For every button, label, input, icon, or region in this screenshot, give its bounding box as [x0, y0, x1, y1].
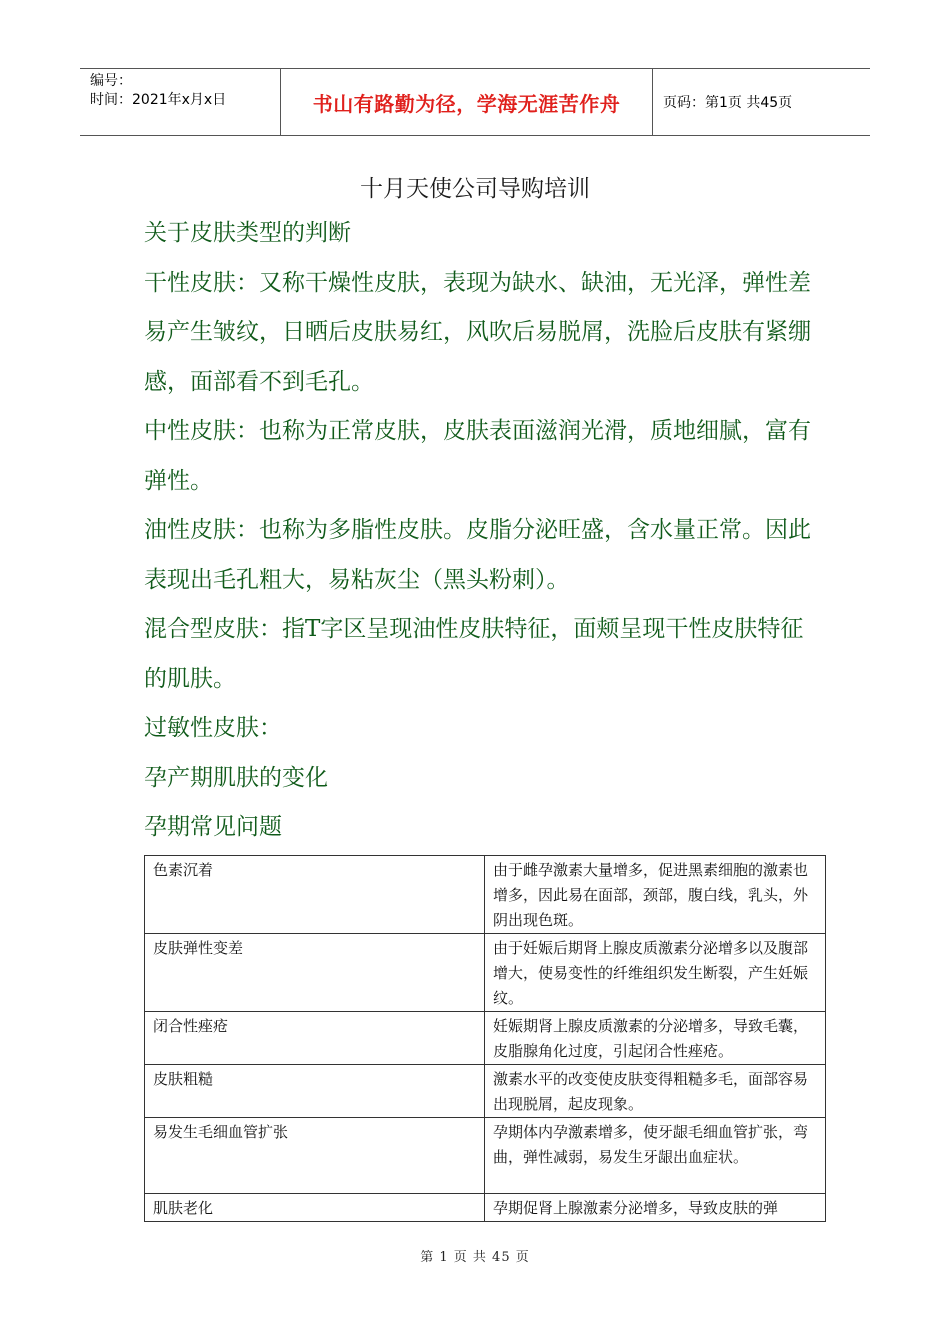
- explanation-cell: 孕期促肾上腺激素分泌增多，导致皮肤的弹: [485, 1194, 826, 1222]
- explanation-cell: 由于雌孕激素大量增多，促进黑素细胞的激素也增多，因此易在面部，颈部，腹白线，乳头，外阴出现色斑。: [485, 856, 826, 934]
- paragraph-normal-skin: 中性皮肤：也称为正常皮肤，皮肤表面滋润光滑，质地细腻，富有弹性。: [144, 418, 811, 494]
- explanation-cell: 激素水平的改变使皮肤变得粗糙多毛，面部容易出现脱屑，起皮现象。: [485, 1065, 826, 1118]
- issue-cell: 皮肤弹性变差: [145, 934, 485, 1012]
- document-body: [144, 209, 824, 853]
- section-heading-skin-types: 关于皮肤类型的判断: [144, 220, 351, 246]
- explanation-cell: 孕期体内孕激素增多，使牙龈毛细血管扩张，弯曲，弹性减弱，易发生牙龈出血症状。: [485, 1118, 826, 1194]
- table-row: [145, 1065, 826, 1118]
- paragraph-dry-skin: 干性皮肤：又称干燥性皮肤，表现为缺水、缺油，无光泽，弹性差易产生皱纹，日晒后皮肤易红，风吹后易脱屑，洗脸后皮肤有紧绷感，面部看不到毛孔。: [144, 269, 811, 395]
- table-row: [145, 934, 826, 1012]
- date-label: 时间：2021年x月x日: [90, 92, 227, 108]
- serial-number-label: 编号：: [90, 73, 132, 89]
- table-row: [145, 856, 826, 934]
- header-meta-cell: [80, 69, 281, 135]
- paragraph-combination-skin: 混合型皮肤：指T字区呈现油性皮肤特征，面颊呈现干性皮肤特征的肌肤。: [144, 616, 804, 692]
- issue-cell: 肌肤老化: [145, 1194, 485, 1222]
- page-header: [80, 68, 870, 136]
- issue-cell: 色素沉着: [145, 856, 485, 934]
- section-heading-common-issues: 孕期常见问题: [144, 814, 282, 840]
- explanation-cell: 妊娠期肾上腺皮质激素的分泌增多，导致毛囊，皮脂腺角化过度，引起闭合性痤疮。: [485, 1012, 826, 1065]
- issue-cell: 皮肤粗糙: [145, 1065, 485, 1118]
- pregnancy-issues-table: [144, 855, 826, 1222]
- header-motto: 书山有路勤为径，学海无涯苦作舟: [281, 69, 653, 135]
- table-row: [145, 1194, 826, 1222]
- issue-cell: 闭合性痤疮: [145, 1012, 485, 1065]
- explanation-cell: 由于妊娠后期肾上腺皮质激素分泌增多以及腹部增大，使易变性的纤维组织发生断裂，产生妊娠纹。: [485, 934, 826, 1012]
- document-title: 十月天使公司导购培训: [360, 176, 590, 202]
- paragraph-sensitive-skin: 过敏性皮肤：: [144, 715, 282, 741]
- issue-cell: 易发生毛细血管扩张: [145, 1118, 485, 1194]
- table-row: [145, 1012, 826, 1065]
- paragraph-oily-skin: 油性皮肤：也称为多脂性皮肤。皮脂分泌旺盛，含水量正常。因此表现出毛孔粗大，易粘灰尘（黑头粉刺）。: [144, 517, 811, 593]
- table-row: [145, 1118, 826, 1194]
- page-footer: 第 1 页 共 45 页: [420, 1250, 530, 1265]
- section-heading-pregnancy-skin: 孕产期肌肤的变化: [144, 764, 328, 791]
- header-page-info: 页码：第1页 共45页: [663, 95, 793, 111]
